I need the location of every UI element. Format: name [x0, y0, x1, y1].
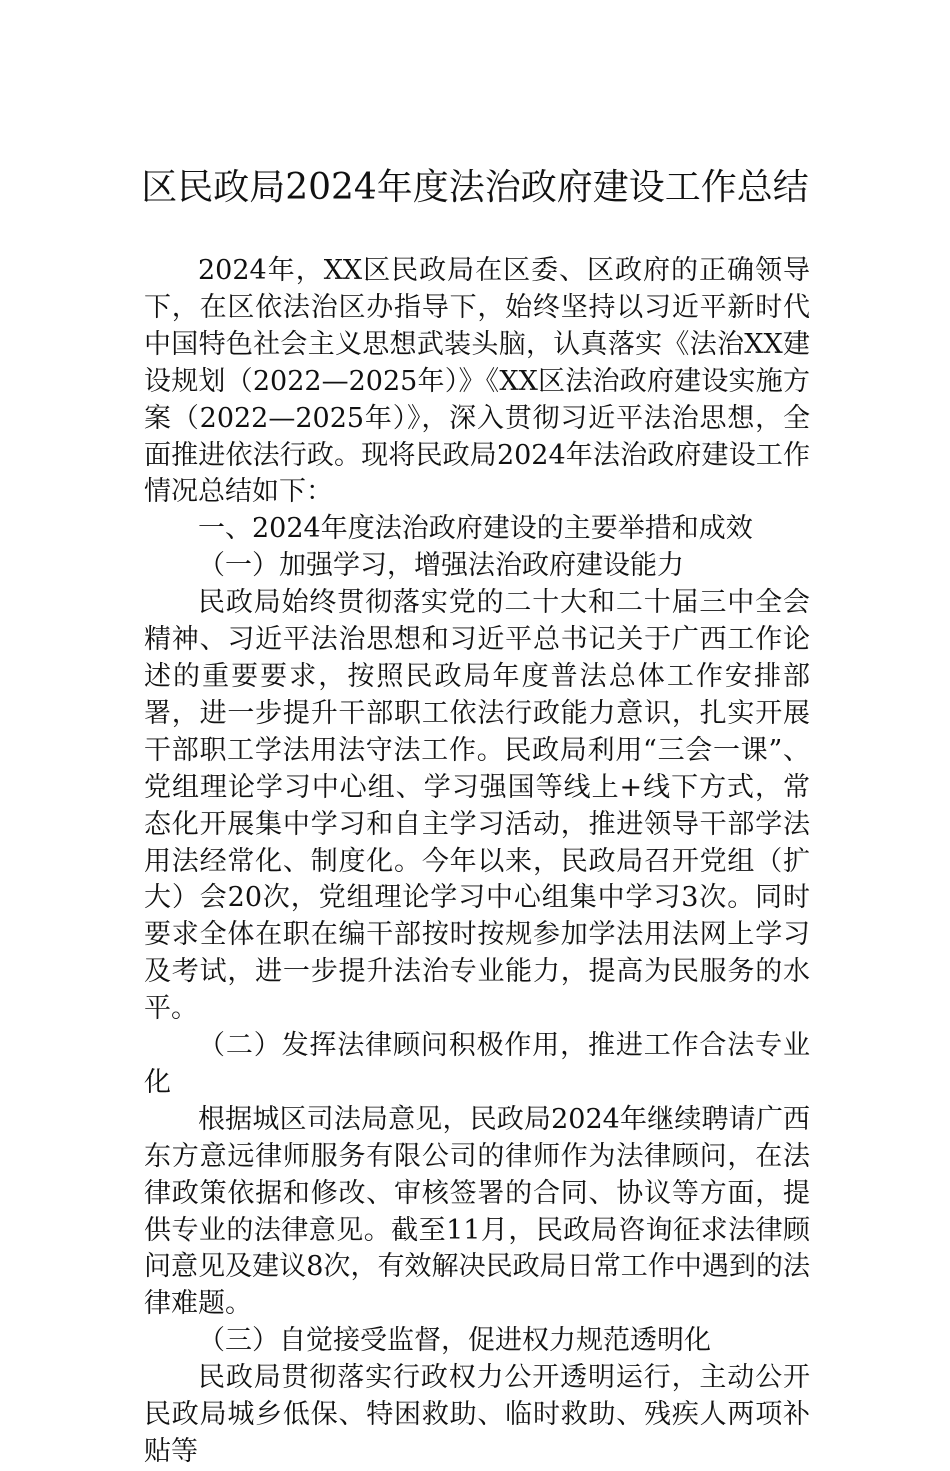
section-heading-1: 一、2024年度法治政府建设的主要举措和成效 — [198, 513, 753, 545]
subsection-heading-1: （一）加强学习，增强法治政府建设能力 — [198, 550, 684, 582]
subsection-heading-2: （二）发挥法律顾问积极作用，推进工作合法专业化 — [144, 1030, 810, 1098]
subsection-paragraph-1: 民政局始终贯彻落实党的二十大和二十届三中全会精神、习近平法治思想和习近平总书记关于广西工作论述的重要要求，按照民政局年度普法总体工作安排部署，进一步提升干部职工依法行政能力意识，扎实开展干部职工学法用法守法工作。民政局利用“三会一课”、党组理论学习中心组、学习强国等线上+线下方式，常态化开展集中学习和自主学习活动，推进领导干部学法用法经常化、制度化。今年以来，民政局召开党组（扩大）会20次，党组理论学习中心组集中学习3次。同时要求全体在职在编干部按时按规参加学法用法网上学习及考试，进一步提升法治专业能力，提高为民服务的水平。 — [144, 587, 810, 1025]
document-title: 区民政局2024年度法治政府建设工作总结 — [141, 167, 809, 208]
subsection-paragraph-3: 民政局贯彻落实行政权力公开透明运行，主动公开民政局城乡低保、特困救助、临时救助、残疾人两项补贴等 — [144, 1362, 810, 1467]
intro-paragraph: 2024年，XX区民政局在区委、区政府的正确领导下，在区依法治区办指导下，始终坚持以习近平新时代中国特色社会主义思想武装头脑，认真落实《法治XX建设规划（2022—2025年）》《XX区法治政府建设实施方案（2022—2025年）》，深入贯彻习近平法治思想，全面推进依法行政。现将民政局2024年法治政府建设工作情况总结如下： — [144, 255, 810, 508]
subsection-paragraph-2: 根据城区司法局意见，民政局2024年继续聘请广西东方意远律师服务有限公司的律师作为法律顾问，在法律政策依据和修改、审核签署的合同、协议等方面，提供专业的法律意见。截至11月，民政局咨询征求法律顾问意见及建议8次，有效解决民政局日常工作中遇到的法律难题。 — [144, 1103, 810, 1320]
document-body — [144, 253, 810, 1471]
subsection-heading-3: （三）自觉接受监督，促进权力规范透明化 — [198, 1325, 711, 1357]
